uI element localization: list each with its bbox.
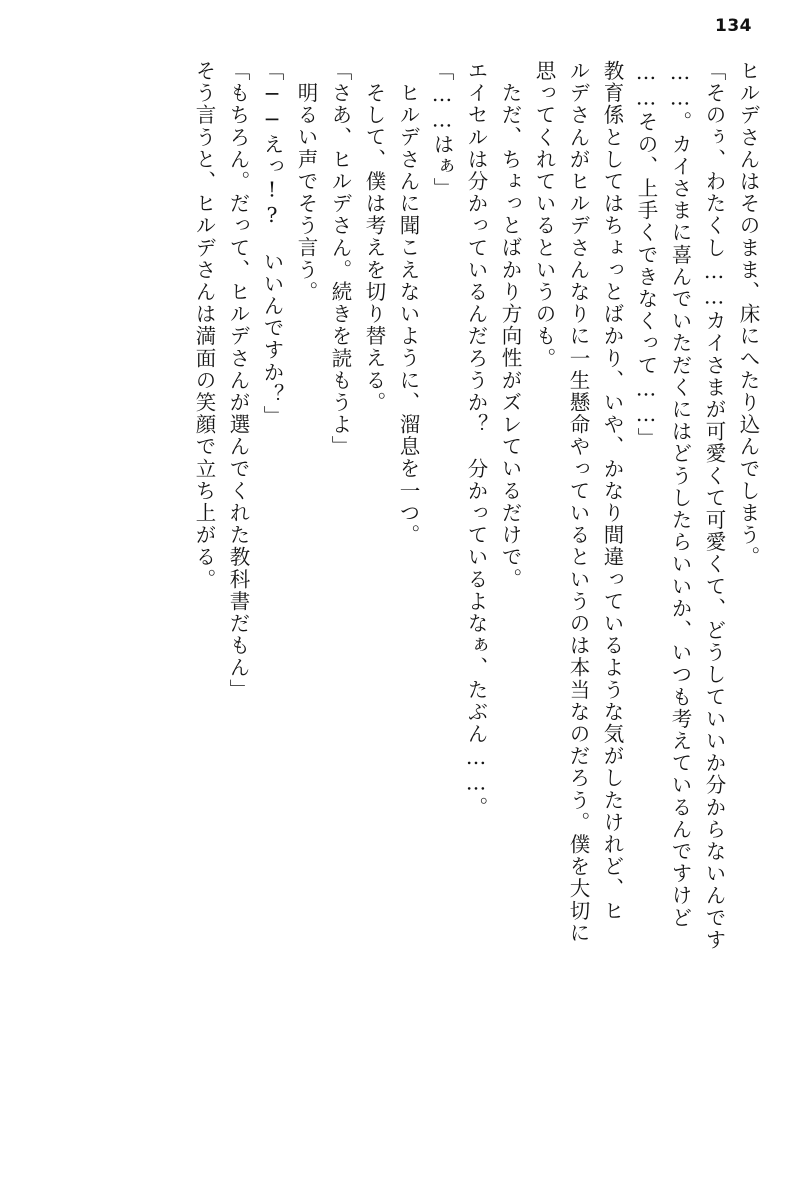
text-line: ヒルデさんはそのまま、床にへたり込んでしまう。 bbox=[736, 60, 760, 569]
text-line: ルデさんがヒルデさんなりに一生懸命やっているというのは本当なのだろう。僕を大切に bbox=[566, 60, 590, 944]
text-line: 「もちろん。だって、ヒルデさんが選んでくれた教科書だもん」 bbox=[226, 60, 250, 701]
text-line: 教育係としてはちょっとばかり、いや、かなり間違っているような気がしたけれど、ヒ bbox=[600, 60, 624, 922]
text-line: 「……はぁ」 bbox=[430, 60, 454, 200]
text-line: エイセルは分かっているんだろうか？ 分かっているよなぁ、たぶん……。 bbox=[464, 60, 488, 819]
text-line: 「そのぅ、わたくし……カイさまが可愛くて可愛くて、どうしていいか分からないんです bbox=[702, 60, 726, 951]
text-line: ヒルデさんに聞こえないように、溜息を一つ。 bbox=[396, 82, 420, 547]
page-number: 134 bbox=[715, 16, 752, 36]
text-line: 「さあ、ヒルデさん。続きを読もうよ」 bbox=[328, 60, 352, 458]
text-line: ただ、ちょっとばかり方向性がズレているだけで。 bbox=[498, 82, 522, 591]
text-line: ……その、上手くできなくって……」 bbox=[634, 60, 658, 450]
vertical-text-body bbox=[40, 60, 758, 1160]
text-line: そして、僕は考えを切り替える。 bbox=[362, 82, 386, 414]
text-line: 「──えっ!? いいんですか？」 bbox=[260, 60, 284, 428]
text-line: そう言うと、ヒルデさんは満面の笑顔で立ち上がる。 bbox=[192, 60, 216, 591]
text-line: 思ってくれているというのも。 bbox=[532, 60, 556, 370]
text-line: ……。カイさまに喜んでいただくにはどうしたらいいか、いつも考えているんですけど bbox=[668, 60, 692, 929]
text-line: 明るい声でそう言う。 bbox=[294, 82, 318, 303]
